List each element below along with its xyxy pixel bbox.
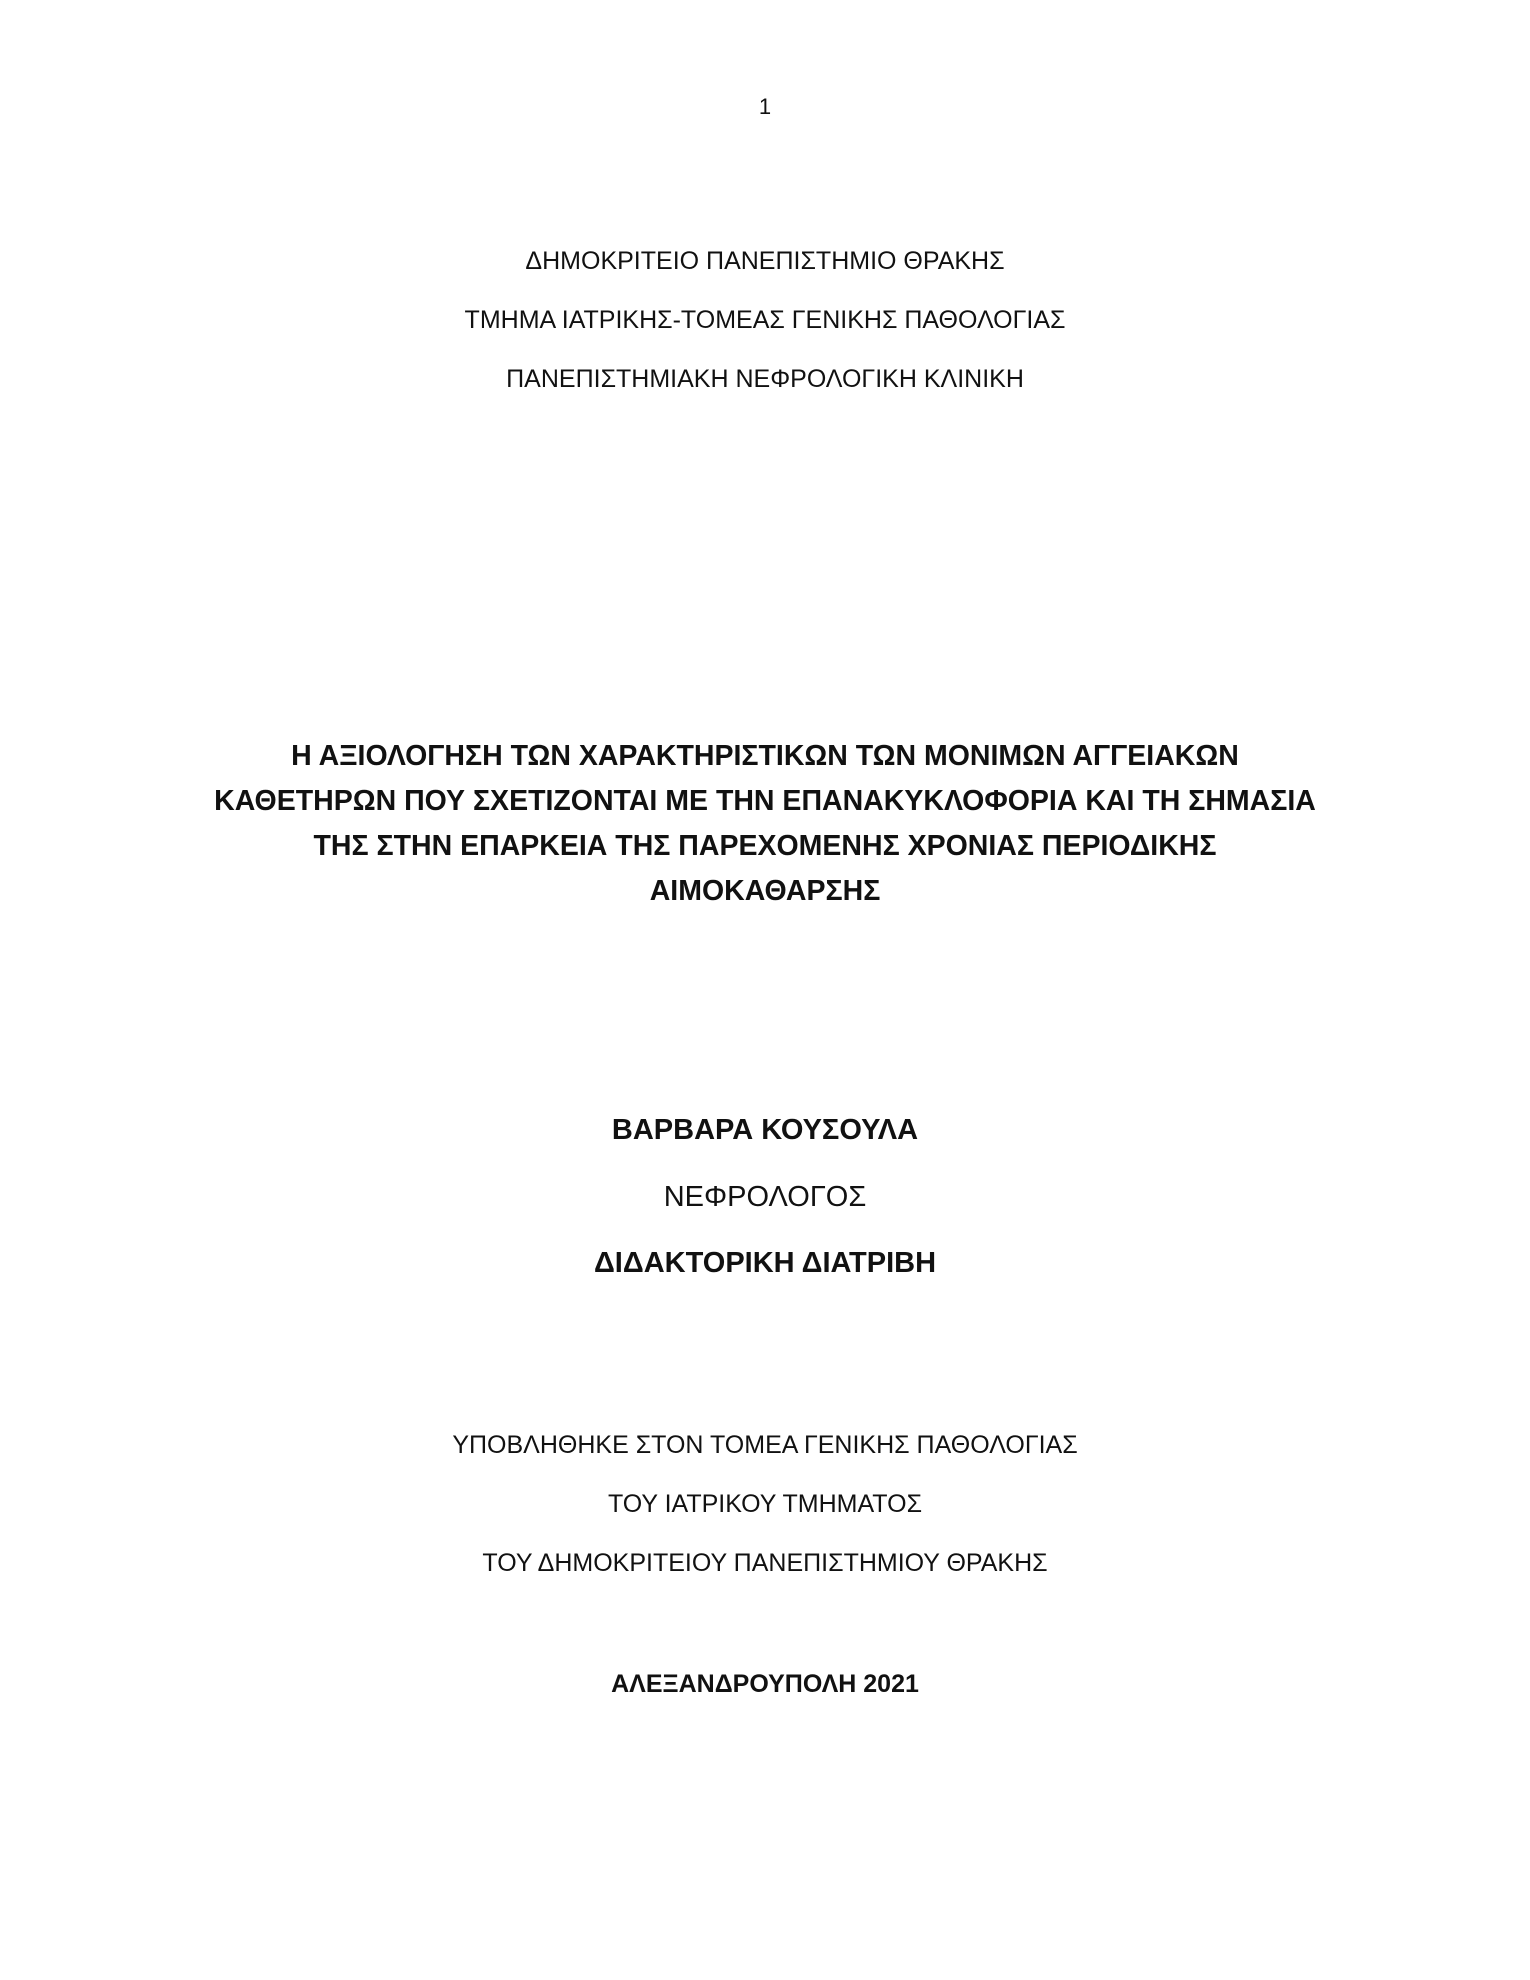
submission-line: ΤΟΥ ΙΑΤΡΙΚΟΥ ΤΜΗΜΑΤΟΣ	[607, 1490, 923, 1518]
place-and-year: ΑΛΕΞΑΝΔΡΟΥΠΟΛΗ 2021	[611, 1670, 919, 1698]
document-type: ΔΙΔΑΚΤΟΡΙΚΗ ΔΙΑΤΡΙΒΗ	[593, 1247, 937, 1279]
department-name: ΤΜΗΜΑ ΙΑΤΡΙΚΗΣ-ΤΟΜΕΑΣ ΓΕΝΙΚΗΣ ΠΑΘΟΛΟΓΙΑΣ	[464, 306, 1066, 334]
title-line: ΚΑΘΕΤΗΡΩΝ ΠΟΥ ΣΧΕΤΙΖΟΝΤΑΙ ΜΕ ΤΗΝ ΕΠΑΝΑΚΥΚΛΟΦΟΡΙΑ ΚΑΙ ΤΗ ΣΗΜΑΣΙΑ	[214, 785, 1316, 817]
university-name: ΔΗΜΟΚΡΙΤΕΙΟ ΠΑΝΕΠΙΣΤΗΜΙΟ ΘΡΑΚΗΣ	[525, 247, 1005, 275]
thesis-title	[0, 734, 1530, 914]
page-number: 1	[758, 94, 772, 119]
title-line: ΤΗΣ ΣΤΗΝ ΕΠΑΡΚΕΙΑ ΤΗΣ ΠΑΡΕΧΟΜΕΝΗΣ ΧΡΟΝΙΑΣ ΠΕΡΙΟΔΙΚΗΣ	[313, 830, 1217, 862]
author-specialty: ΝΕΦΡΟΛΟΓΟΣ	[663, 1181, 867, 1213]
submission-line: ΥΠΟΒΛΗΘΗΚΕ ΣΤΟΝ ΤΟΜΕΑ ΓΕΝΙΚΗΣ ΠΑΘΟΛΟΓΙΑΣ	[452, 1431, 1078, 1459]
author-name: ΒΑΡΒΑΡΑ ΚΟΥΣΟΥΛΑ	[611, 1114, 919, 1146]
submission-line: ΤΟΥ ΔΗΜΟΚΡΙΤΕΙΟΥ ΠΑΝΕΠΙΣΤΗΜΙΟΥ ΘΡΑΚΗΣ	[482, 1549, 1048, 1577]
title-line: ΑΙΜΟΚΑΘΑΡΣΗΣ	[649, 875, 881, 907]
title-line: Η ΑΞΙΟΛΟΓΗΣΗ ΤΩΝ ΧΑΡΑΚΤΗΡΙΣΤΙΚΩΝ ΤΩΝ ΜΟΝΙΜΩΝ ΑΓΓΕΙΑΚΩΝ	[291, 740, 1239, 772]
clinic-name: ΠΑΝΕΠΙΣΤΗΜΙΑΚΗ ΝΕΦΡΟΛΟΓΙΚΗ ΚΛΙΝΙΚΗ	[506, 365, 1024, 393]
